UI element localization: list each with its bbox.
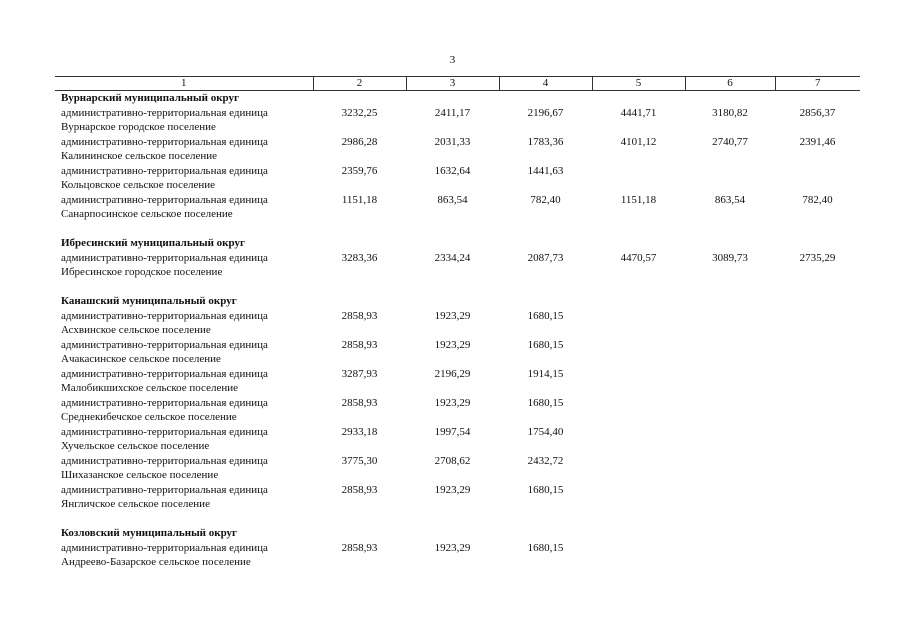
table-row: [55, 483, 860, 498]
unit-label: административно-территориальная единица: [61, 164, 268, 177]
value-cell: 1914,15: [527, 367, 564, 380]
settlement-name: Вурнарское городское поселение: [61, 121, 216, 133]
table-row: [55, 468, 860, 483]
group-title: Ибресинский муниципальный округ: [61, 237, 245, 249]
value-cell: 3287,93: [341, 367, 378, 380]
value-cell: [592, 367, 685, 382]
group-title: Козловский муниципальный округ: [61, 527, 238, 539]
value-cell: 1680,15: [527, 483, 564, 496]
value-cell: [685, 541, 775, 556]
value-cell: 2196,67: [527, 106, 564, 119]
table-row: [55, 497, 860, 512]
unit-label: административно-территориальная единица: [61, 425, 268, 438]
table-row: [55, 309, 860, 324]
value-cell: 2196,29: [434, 367, 471, 380]
spacer-cell: [55, 512, 860, 527]
value-cell: 1923,29: [434, 309, 471, 322]
value-cell: 2933,18: [341, 425, 378, 438]
column-header: 6: [685, 77, 775, 91]
value-cell: [685, 309, 775, 324]
group-spacer: [55, 280, 860, 295]
value-cell: [775, 396, 860, 411]
value-cell: 782,40: [530, 193, 561, 206]
group-title: Вурнарский муниципальный округ: [61, 92, 239, 104]
value-cell: 2858,93: [341, 483, 378, 496]
value-cell: 782,40: [802, 193, 833, 206]
value-cell: 1151,18: [620, 193, 657, 206]
unit-label: административно-территориальная единица: [61, 367, 268, 380]
value-cell: 1923,29: [434, 396, 471, 409]
settlement-name: Среднекибечское сельское поселение: [61, 411, 237, 423]
value-cell: 1680,15: [527, 338, 564, 351]
value-cell: 2858,93: [341, 541, 378, 554]
table-row: [55, 410, 860, 425]
value-cell: 2858,93: [341, 338, 378, 351]
unit-label: административно-территориальная единица: [61, 338, 268, 351]
value-cell: 2856,37: [799, 106, 836, 119]
table-row: [55, 367, 860, 382]
unit-label: административно-территориальная единица: [61, 541, 268, 554]
value-cell: 1632,64: [434, 164, 471, 177]
table-header: [55, 77, 860, 91]
table-row: [55, 381, 860, 396]
value-cell: 1151,18: [341, 193, 378, 206]
table-row: [55, 541, 860, 556]
unit-label: административно-территориальная единица: [61, 309, 268, 322]
value-cell: [775, 425, 860, 440]
header-row: [55, 77, 860, 91]
group-spacer: [55, 512, 860, 527]
unit-label: административно-территориальная единица: [61, 193, 268, 206]
value-cell: 2858,93: [341, 396, 378, 409]
value-cell: 2740,77: [712, 135, 748, 148]
table-row: [55, 106, 860, 121]
column-header: 2: [313, 77, 406, 91]
settlement-name: Калининское сельское поселение: [61, 150, 218, 162]
settlement-name: Малобикшихское сельское поселение: [61, 382, 238, 394]
value-cell: 3180,82: [712, 106, 748, 119]
table-row: [55, 193, 860, 208]
tariff-table: [55, 76, 860, 570]
settlement-name: Хучельское сельское поселение: [61, 440, 210, 452]
settlement-name: Янгличское сельское поселение: [61, 498, 210, 510]
value-cell: 1441,63: [527, 164, 564, 177]
column-header: 3: [406, 77, 499, 91]
value-cell: 2432,72: [527, 454, 564, 467]
value-cell: 2087,73: [527, 251, 564, 264]
value-cell: 2031,33: [434, 135, 471, 148]
spacer-cell: [55, 222, 860, 237]
value-cell: 2411,17: [434, 106, 471, 119]
group-title: Канашский муниципальный округ: [61, 295, 237, 307]
value-cell: [592, 396, 685, 411]
value-cell: [592, 541, 685, 556]
value-cell: [592, 454, 685, 469]
group-spacer: [55, 222, 860, 237]
value-cell: 4470,57: [620, 251, 657, 264]
table-row: [55, 352, 860, 367]
value-cell: 1680,15: [527, 396, 564, 409]
settlement-name: Асхвинское сельское поселение: [61, 324, 211, 336]
value-cell: [775, 454, 860, 469]
value-cell: 2708,62: [434, 454, 471, 467]
value-cell: [775, 367, 860, 382]
column-header: 5: [592, 77, 685, 91]
value-cell: 3283,36: [341, 251, 378, 264]
table-row: [55, 178, 860, 193]
table-row: [55, 251, 860, 266]
unit-label: административно-территориальная единица: [61, 135, 268, 148]
table-row: [55, 323, 860, 338]
table-row: [55, 555, 860, 570]
table-row: [55, 207, 860, 222]
group-row: [55, 91, 860, 106]
value-cell: 2735,29: [799, 251, 836, 264]
value-cell: [775, 541, 860, 556]
value-cell: 1680,15: [527, 309, 564, 322]
value-cell: [592, 164, 685, 179]
value-cell: 3232,25: [341, 106, 378, 119]
table-body: [55, 91, 860, 570]
settlement-name: Санарпосинское сельское поселение: [61, 208, 233, 220]
value-cell: 1997,54: [434, 425, 471, 438]
value-cell: [592, 338, 685, 353]
group-row: [55, 526, 860, 541]
value-cell: 2391,46: [799, 135, 836, 148]
value-cell: [592, 425, 685, 440]
value-cell: [685, 367, 775, 382]
value-cell: [775, 309, 860, 324]
table-row: [55, 265, 860, 280]
value-cell: 4441,71: [620, 106, 657, 119]
unit-label: административно-территориальная единица: [61, 251, 268, 264]
unit-label: административно-территориальная единица: [61, 454, 268, 467]
value-cell: 2334,24: [434, 251, 471, 264]
value-cell: 1783,36: [527, 135, 564, 148]
group-row: [55, 294, 860, 309]
value-cell: [685, 396, 775, 411]
unit-label: административно-территориальная единица: [61, 396, 268, 409]
value-cell: 4101,12: [620, 135, 657, 148]
settlement-name: Кольцовское сельское поселение: [61, 179, 216, 191]
value-cell: 1754,40: [527, 425, 564, 438]
settlement-name: Андреево-Базарское сельское поселение: [61, 556, 251, 568]
value-cell: 863,54: [714, 193, 746, 206]
value-cell: [685, 483, 775, 498]
column-header: 1: [55, 77, 313, 91]
value-cell: 2986,28: [341, 135, 378, 148]
value-cell: 1923,29: [434, 541, 471, 554]
value-cell: 2359,76: [341, 164, 378, 177]
value-cell: [775, 483, 860, 498]
value-cell: 1923,29: [434, 483, 471, 496]
settlement-name: Шихазанское сельское поселение: [61, 469, 219, 481]
column-header: 4: [499, 77, 592, 91]
value-cell: 1680,15: [527, 541, 564, 554]
settlement-name: Ибресинское городское поселение: [61, 266, 223, 278]
page-number: 3: [449, 54, 456, 66]
value-cell: [775, 338, 860, 353]
value-cell: [685, 454, 775, 469]
value-cell: [592, 309, 685, 324]
settlement-name: Ачакасинское сельское поселение: [61, 353, 221, 365]
table-row: [55, 135, 860, 150]
group-row: [55, 236, 860, 251]
table-row: [55, 149, 860, 164]
unit-label: административно-территориальная единица: [61, 106, 268, 119]
value-cell: 863,54: [437, 193, 468, 206]
value-cell: [685, 425, 775, 440]
column-header: 7: [775, 77, 860, 91]
value-cell: 3089,73: [712, 251, 748, 264]
table-row: [55, 454, 860, 469]
table-row: [55, 425, 860, 440]
spacer-cell: [55, 280, 860, 295]
value-cell: [775, 164, 860, 179]
table-row: [55, 396, 860, 411]
value-cell: [592, 483, 685, 498]
table-row: [55, 338, 860, 353]
unit-label: административно-территориальная единица: [61, 483, 268, 496]
value-cell: 2858,93: [341, 309, 378, 322]
table-row: [55, 120, 860, 135]
value-cell: [685, 338, 775, 353]
value-cell: 3775,30: [341, 454, 378, 467]
table-row: [55, 439, 860, 454]
value-cell: 1923,29: [434, 338, 471, 351]
value-cell: [685, 164, 775, 179]
table-row: [55, 164, 860, 179]
